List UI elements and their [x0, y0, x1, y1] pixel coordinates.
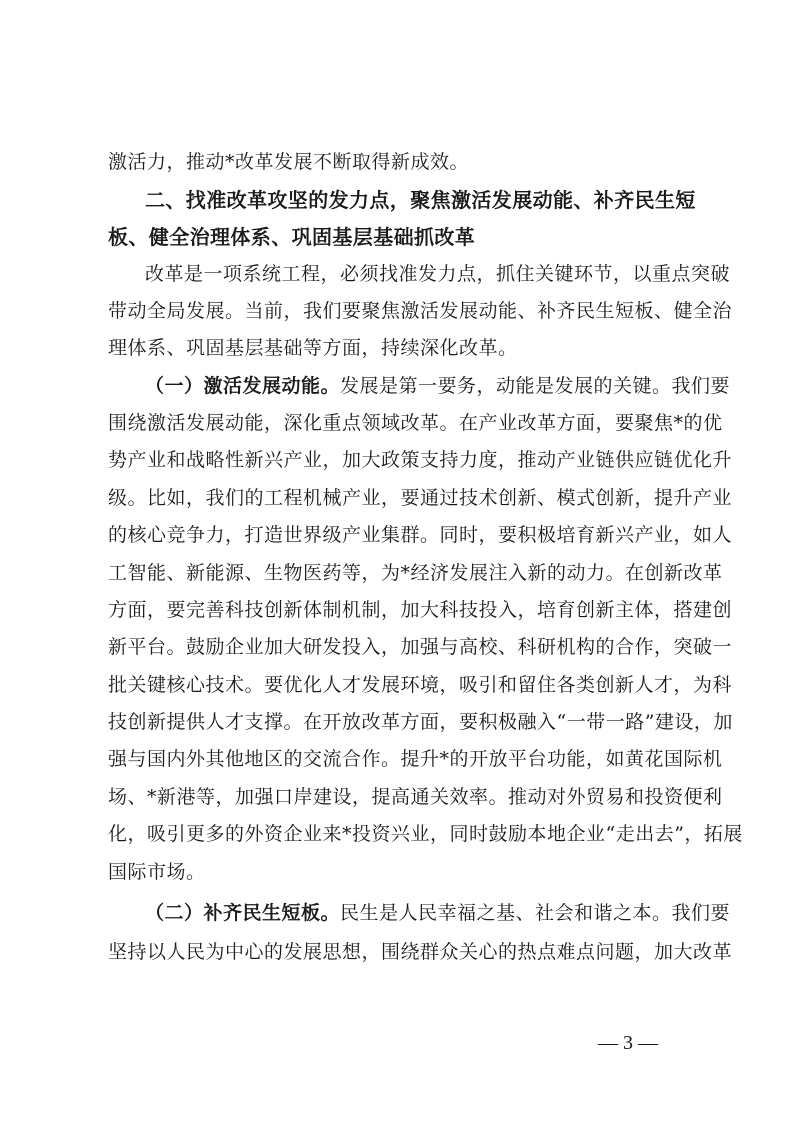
section-heading-line-2: 板、健全治理体系、巩固基层基础抓改革: [108, 225, 476, 249]
paragraph-line: 级。比如，我们的工程机械产业，要通过技术创新、模式创新，提升产业: [108, 487, 733, 509]
paragraph-line: 激活力，推动*改革发展不断取得新成效。: [108, 151, 470, 173]
paragraph-line: 场、*新港等，加强口岸建设，提高通关效率。推动对外贸易和投资便利: [108, 786, 723, 808]
paragraph-line: 技创新提供人才支撑。在开放改革方面，要积极融入“一带一路”建设，加: [108, 711, 733, 733]
paragraph-line: 工智能、新能源、生物医药等，为*经济发展注入新的动力。在创新改革: [108, 562, 723, 584]
paragraph-line: 方面，要完善科技创新体制机制，加大科技投入，培育创新主体，搭建创: [108, 599, 733, 621]
paragraph-line: 新平台。鼓励企业加大研发投入，加强与高校、科研机构的合作，突破一: [108, 636, 733, 658]
paragraph-line: 国际市场。: [108, 861, 206, 883]
section-heading-line-1: 二、找准改革攻坚的发力点，聚焦激活发展动能、补齐民生短: [145, 188, 696, 212]
paragraph-line: 改革是一项系统工程，必须找准发力点，抓住关键环节，以重点突破: [145, 263, 731, 285]
paragraph-line: 强与国内外其他地区的交流合作。提升*的开放平台功能，如黄花国际机: [108, 748, 723, 770]
paragraph-line: 化，吸引更多的外资企业来*投资兴业，同时鼓励本地企业“走出去”，拓展: [108, 823, 743, 845]
paragraph-line: 坚持以人民为中心的发展思想，围绕群众关心的热点难点问题，加大改革: [108, 941, 733, 963]
paragraph-line: 带动全局发展。当前，我们要聚焦激活发展动能、补齐民生短板、健全治: [108, 300, 733, 322]
paragraph-line: 的核心竞争力，打造世界级产业集群。同时，要积极培育新兴产业，如人: [108, 524, 733, 546]
subsection-title: （一）激活发展动能。: [145, 375, 341, 397]
page-number: — 3 —: [598, 1032, 658, 1054]
paragraph-line: 围绕激活发展动能，深化重点领域改革。在产业改革方面，要聚焦*的优: [108, 412, 723, 434]
paragraph-line: 势产业和战略性新兴产业，加大政策支持力度，推动产业链供应链优化升: [108, 449, 733, 471]
subsection-line: [145, 374, 731, 398]
subsection-text: 民生是人民幸福之基、社会和谐之本。我们要: [340, 902, 731, 924]
subsection-title: （二）补齐民生短板。: [145, 902, 341, 924]
subsection-line: [145, 901, 731, 925]
paragraph-line: 批关键核心技术。要优化人才发展环境，吸引和留住各类创新人才，为科: [108, 674, 733, 696]
paragraph-line: 理体系、巩固基层基础等方面，持续深化改革。: [108, 337, 518, 359]
subsection-text: 发展是第一要务，动能是发展的关键。我们要: [340, 375, 731, 397]
